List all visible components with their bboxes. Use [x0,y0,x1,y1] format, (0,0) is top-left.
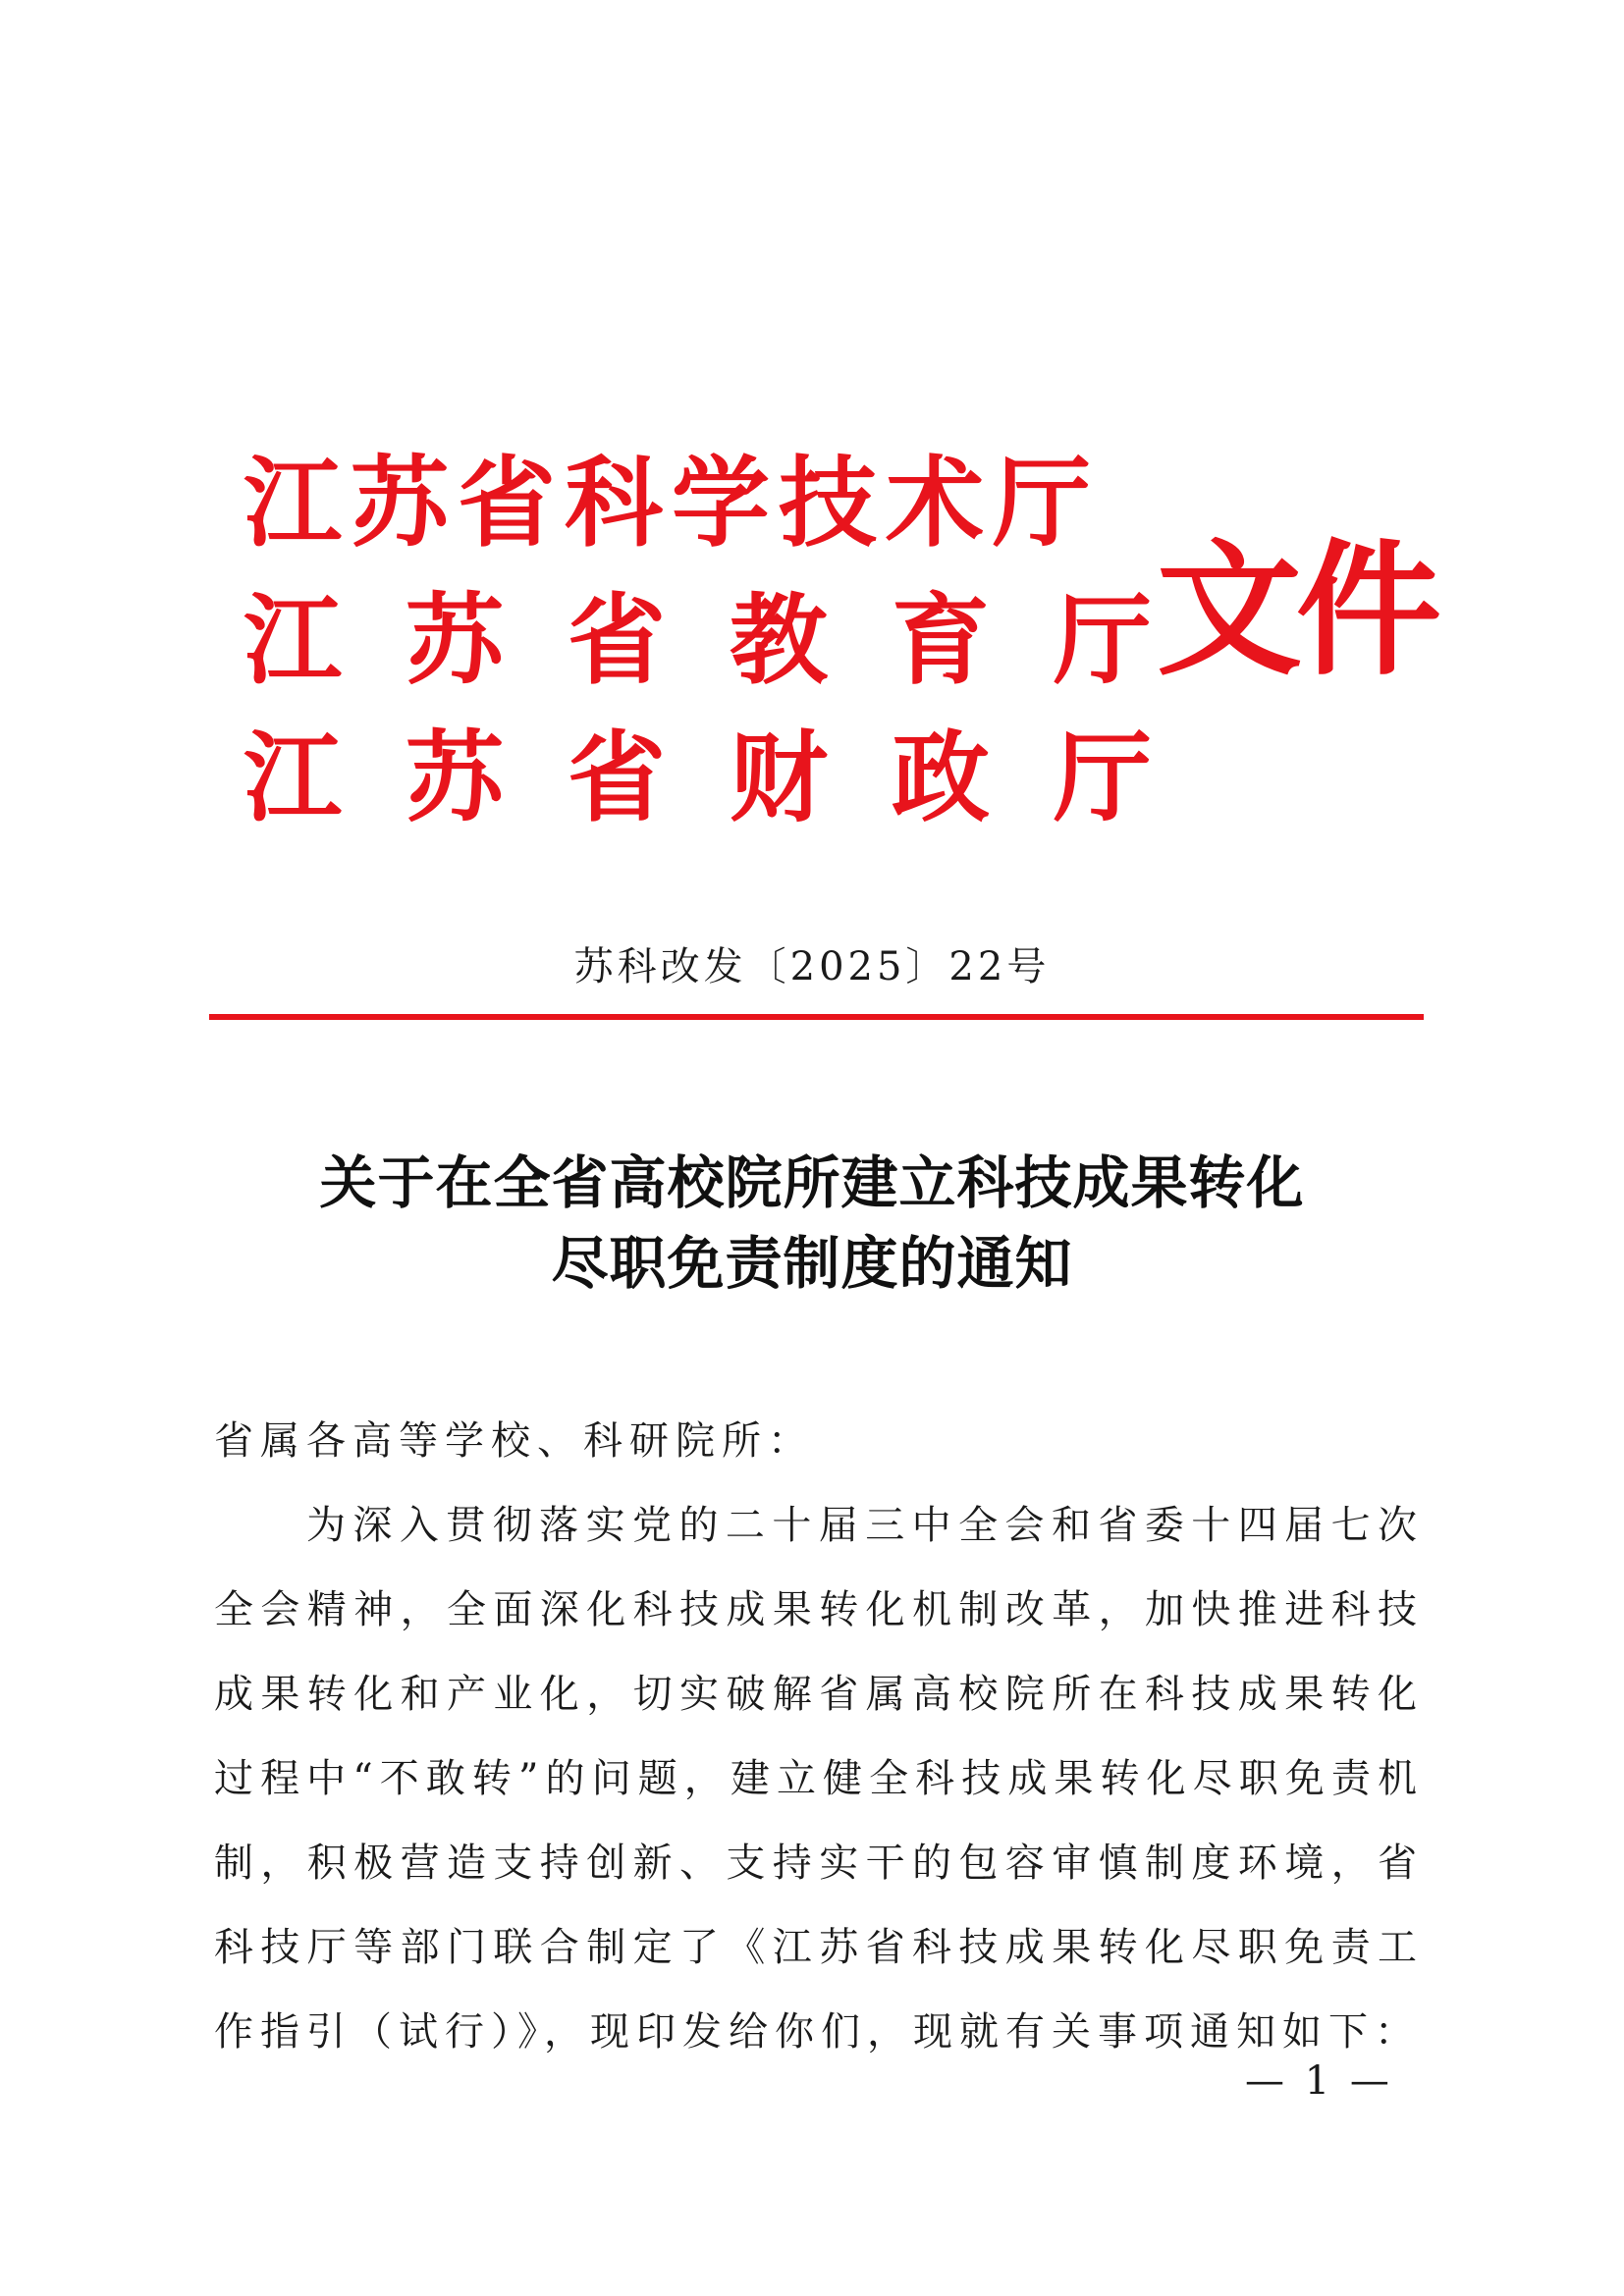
red-divider-line [209,1014,1424,1020]
red-header [244,440,1435,852]
agency-name-finance: 江苏省财政厅 [244,721,1216,835]
salutation: 省属各高等学校、科研院所： [214,1418,814,1464]
document-number: 苏科改发〔2025〕22号 [573,944,1051,989]
agency-name-science-technology: 江苏省科学技术厅 [244,446,1100,561]
document-title-line-2: 尽职免责制度的通知 [551,1230,1073,1297]
document-title-line-1: 关于在全省高校院所建立科技成果转化 [319,1149,1305,1216]
agency-name-education: 江苏省教育厅 [244,583,1216,698]
document-type-label: 文件 [1157,526,1435,695]
page-number: — 1 — [1245,2058,1393,2104]
body-paragraph: 为深入贯彻落实党的二十届三中全会和省委十四届七次全会精神，全面深化科技成果转化机制改革，加快推进科技成果转化和产业化，切实破解省属高校院所在科技成果转化过程中“不敢转”的问题，建立健全科技成果转化尽职免责机制，积极营造支持创新、支持实干的包容审慎制度环境，省科技厅等部门联合制定了《江苏省科技成果转化尽职免责工作指引（试行）》，现印发给你们，现就有关事项通知如下： [214,1503,1424,2055]
